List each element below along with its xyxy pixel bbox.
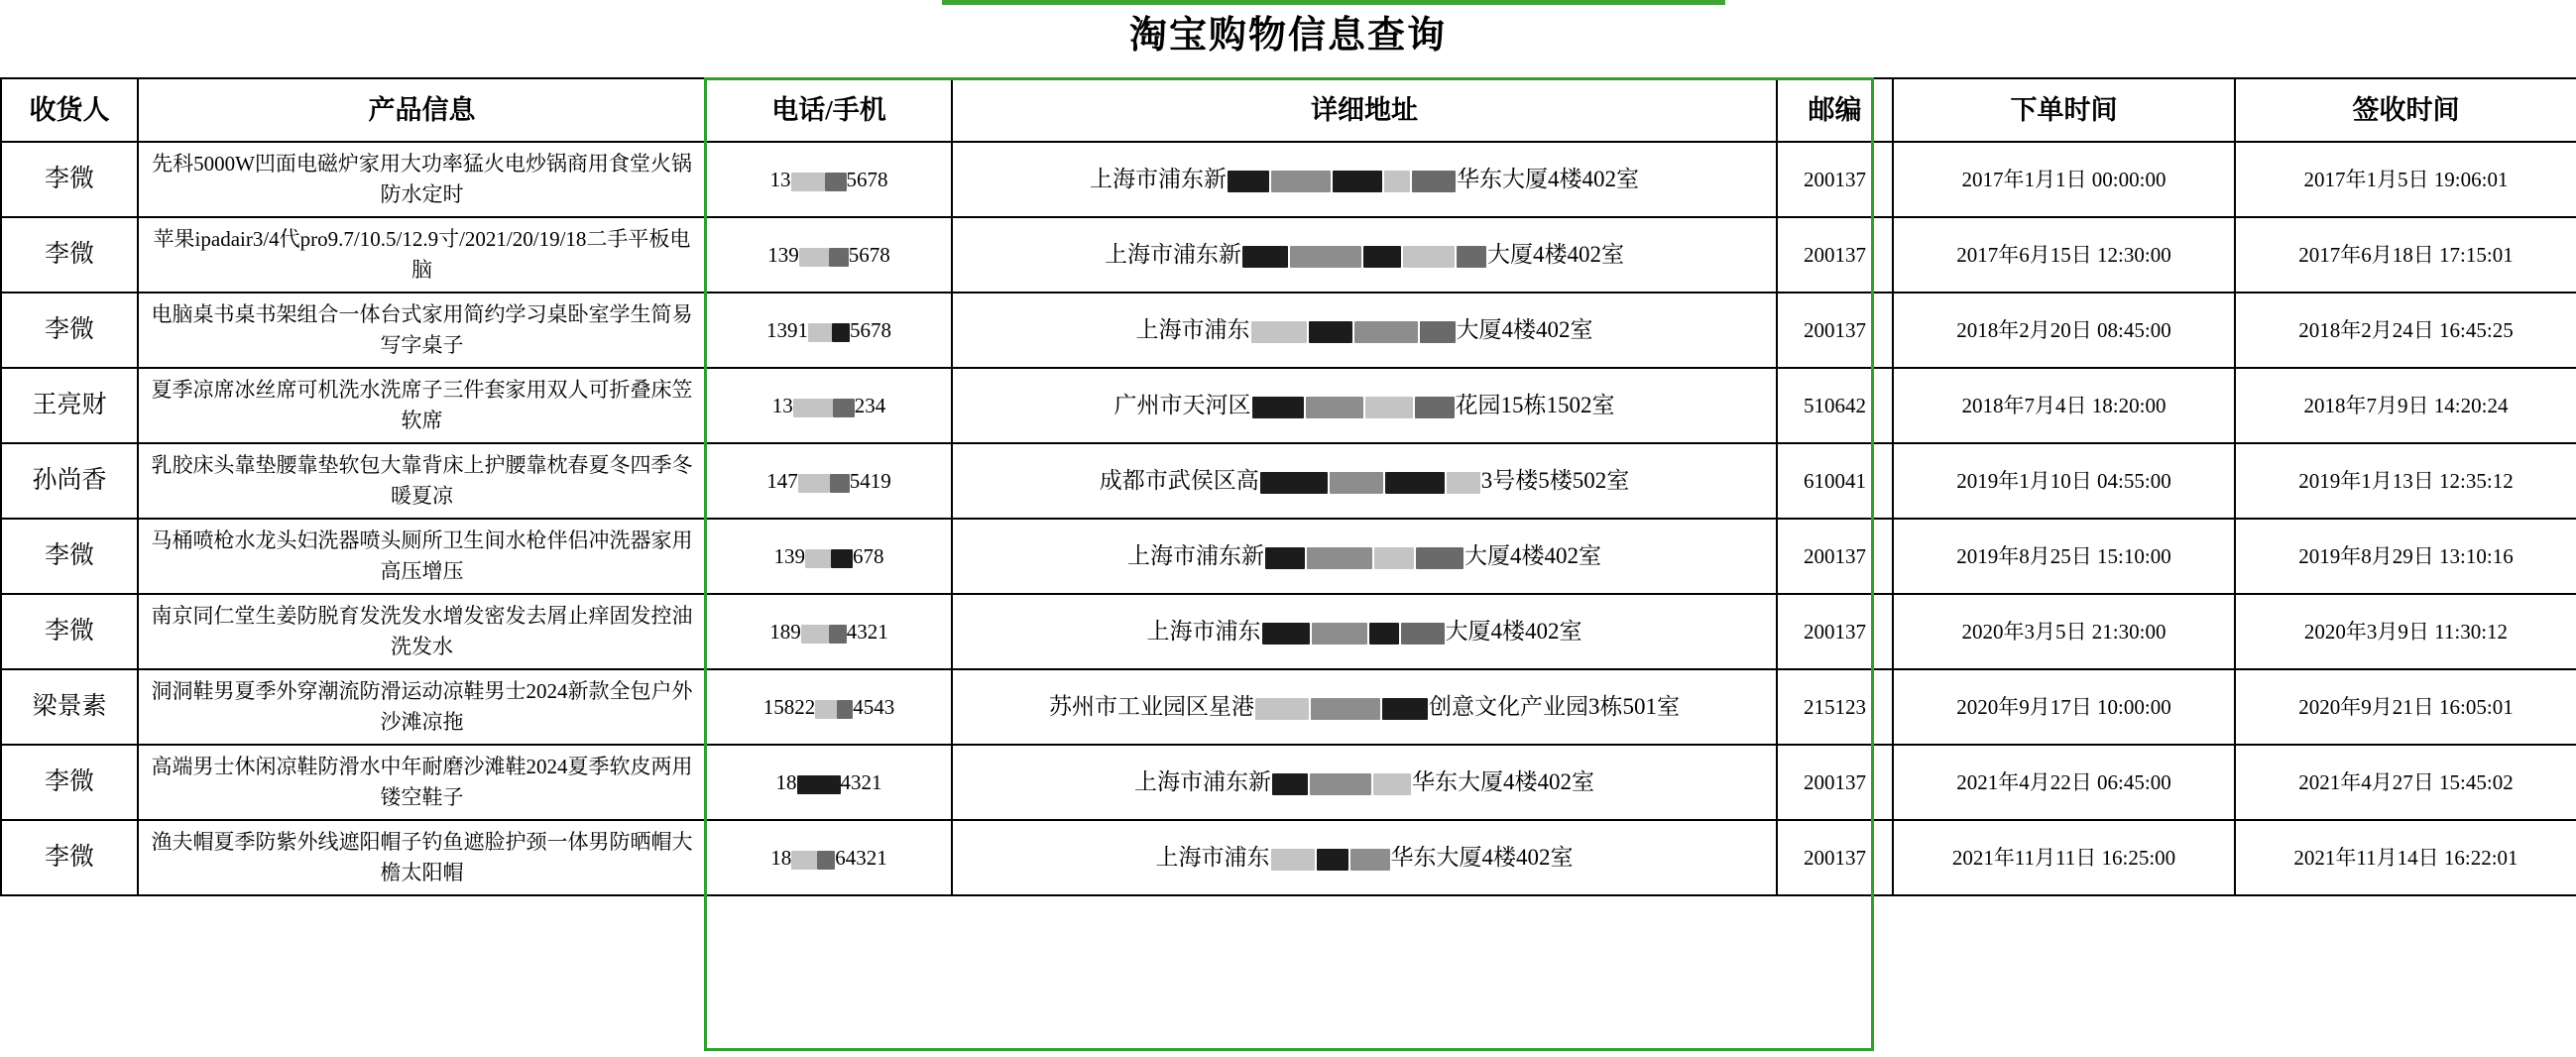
redaction-block: [1255, 698, 1309, 720]
column-header-zip: 邮编: [1777, 78, 1893, 142]
redaction-block: [1416, 547, 1464, 569]
address-suffix: 华东大厦4楼402室: [1457, 167, 1639, 191]
phone-masked: [767, 243, 890, 267]
cell-product: 南京同仁堂生姜防脱育发洗发水增发密发去屑止痒固发控油洗发水: [138, 594, 706, 669]
redaction-block: [1228, 171, 1269, 192]
redaction-block: [1290, 246, 1361, 268]
address-suffix: 3号楼5楼502室: [1480, 468, 1630, 493]
redaction-block: [1420, 321, 1456, 343]
phone-prefix: 1391: [766, 318, 808, 342]
table-row: [1, 217, 2576, 293]
cell-zip: 200137: [1777, 594, 1893, 669]
cell-zip: 200137: [1777, 745, 1893, 820]
phone-suffix: 5678: [848, 243, 890, 267]
cell-sign-time: 2019年8月29日 13:10:16: [2235, 519, 2576, 594]
cell-address: [952, 594, 1777, 669]
cell-zip: 200137: [1777, 217, 1893, 293]
cell-product: 渔夫帽夏季防紫外线遮阳帽子钓鱼遮脸护颈一体男防晒帽大檐太阳帽: [138, 820, 706, 895]
redaction-block: [1350, 849, 1390, 871]
cell-zip: 200137: [1777, 142, 1893, 217]
redaction-block: [1369, 623, 1399, 645]
cell-sign-time: 2021年11月14日 16:22:01: [2235, 820, 2576, 895]
cell-address: [952, 293, 1777, 368]
cell-product: 夏季凉席冰丝席可机洗水洗席子三件套家用双人可折叠床笠软席: [138, 368, 706, 443]
cell-sign-time: 2020年9月21日 16:05:01: [2235, 669, 2576, 745]
address-masked: [1136, 315, 1593, 345]
cell-recipient: 王亮财: [1, 368, 138, 443]
cell-order-time: 2018年7月4日 18:20:00: [1893, 368, 2235, 443]
phone-prefix: 18: [775, 770, 797, 794]
redaction-block: [832, 323, 850, 342]
cell-sign-time: 2021年4月27日 15:45:02: [2235, 745, 2576, 820]
address-prefix: 广州市天河区: [1113, 393, 1251, 417]
redaction-block: [815, 700, 837, 719]
phone-suffix: 4543: [853, 695, 895, 719]
phone-suffix: 64321: [835, 846, 887, 870]
cell-sign-time: 2019年1月13日 12:35:12: [2235, 443, 2576, 519]
table-row: [1, 293, 2576, 368]
phone-suffix: 5678: [846, 168, 888, 191]
purchase-info-table: [0, 77, 2576, 896]
cell-zip: 200137: [1777, 293, 1893, 368]
cell-phone: [706, 594, 952, 669]
redaction-block: [1271, 171, 1331, 192]
address-prefix: 上海市浦东新: [1134, 769, 1271, 794]
redaction-block: [1374, 547, 1414, 569]
cell-recipient: 李微: [1, 820, 138, 895]
redaction-block: [825, 173, 847, 191]
column-header-recipient: 收货人: [1, 78, 138, 142]
cell-phone: [706, 519, 952, 594]
cell-recipient: 梁景素: [1, 669, 138, 745]
address-masked: [1134, 767, 1594, 797]
address-suffix: 大厦4楼402室: [1456, 317, 1593, 342]
redaction-block: [1309, 321, 1352, 343]
redaction-block: [817, 851, 835, 870]
redaction-block: [797, 775, 841, 794]
address-suffix: 大厦4楼402室: [1487, 242, 1624, 267]
address-prefix: 上海市浦东新: [1127, 543, 1264, 568]
address-suffix: 大厦4楼402室: [1464, 543, 1601, 568]
phone-masked: [763, 695, 895, 719]
cell-address: [952, 745, 1777, 820]
address-masked: [1114, 391, 1615, 420]
redaction-block: [1317, 849, 1348, 871]
table-row: [1, 443, 2576, 519]
cell-zip: 200137: [1777, 820, 1893, 895]
cell-zip: 510642: [1777, 368, 1893, 443]
redaction-block: [1330, 472, 1383, 494]
redaction-block: [1363, 246, 1401, 268]
phone-suffix: 234: [854, 394, 886, 417]
table-row: [1, 368, 2576, 443]
phone-masked: [776, 770, 882, 794]
cell-order-time: 2019年8月25日 15:10:00: [1893, 519, 2235, 594]
phone-masked: [770, 168, 888, 191]
address-prefix: 上海市浦东: [1135, 317, 1250, 342]
redaction-block: [837, 700, 853, 719]
top-accent-bar: [942, 0, 1725, 5]
phone-prefix: 13: [771, 394, 793, 417]
redaction-block: [1333, 171, 1382, 192]
cell-address: [952, 217, 1777, 293]
column-header-product: 产品信息: [138, 78, 706, 142]
cell-product: 苹果ipadair3/4代pro9.7/10.5/12.9寸/2021/20/19/18二手平板电脑: [138, 217, 706, 293]
phone-masked: [766, 469, 891, 493]
cell-address: [952, 142, 1777, 217]
table-row: [1, 142, 2576, 217]
phone-masked: [769, 620, 888, 644]
cell-address: [952, 443, 1777, 519]
redaction-block: [833, 399, 855, 417]
table-row: [1, 745, 2576, 820]
address-masked: [1105, 240, 1624, 270]
address-suffix: 华东大厦4楼402室: [1390, 845, 1574, 870]
table-row: [1, 519, 2576, 594]
address-prefix: 苏州市工业园区星港: [1049, 694, 1254, 719]
phone-suffix: 678: [853, 544, 884, 568]
redaction-block: [791, 851, 817, 870]
phone-prefix: 139: [773, 544, 805, 568]
cell-zip: 610041: [1777, 443, 1893, 519]
redaction-block: [1262, 623, 1310, 645]
redaction-block: [1457, 246, 1486, 268]
column-header-sign-time: 签收时间: [2235, 78, 2576, 142]
address-prefix: 上海市浦东: [1155, 845, 1270, 870]
address-masked: [1147, 617, 1582, 646]
redaction-block: [1382, 698, 1428, 720]
redaction-block: [805, 549, 831, 568]
phone-prefix: 18: [770, 846, 792, 870]
redaction-block: [1384, 171, 1410, 192]
cell-order-time: 2018年2月20日 08:45:00: [1893, 293, 2235, 368]
cell-address: [952, 519, 1777, 594]
cell-phone: [706, 142, 952, 217]
cell-zip: 215123: [1777, 669, 1893, 745]
redaction-block: [801, 625, 829, 644]
cell-address: [952, 368, 1777, 443]
address-masked: [1100, 466, 1630, 496]
address-masked: [1156, 843, 1574, 873]
redaction-block: [1272, 773, 1308, 795]
cell-order-time: 2019年1月10日 04:55:00: [1893, 443, 2235, 519]
redaction-block: [1265, 547, 1305, 569]
redaction-block: [1251, 321, 1307, 343]
redaction-block: [808, 323, 832, 342]
cell-zip: 200137: [1777, 519, 1893, 594]
column-header-order-time: 下单时间: [1893, 78, 2235, 142]
cell-recipient: 李微: [1, 293, 138, 368]
address-prefix: 成都市武侯区高: [1099, 468, 1259, 493]
redaction-block: [1373, 773, 1411, 795]
cell-phone: [706, 368, 952, 443]
phone-prefix: 15822: [762, 695, 816, 719]
redaction-block: [1365, 397, 1413, 418]
cell-phone: [706, 217, 952, 293]
cell-phone: [706, 443, 952, 519]
redaction-block: [1312, 623, 1367, 645]
address-suffix: 大厦4楼402室: [1445, 619, 1582, 644]
address-prefix: 上海市浦东新: [1090, 167, 1227, 191]
redaction-block: [1354, 321, 1418, 343]
redaction-block: [829, 625, 847, 644]
phone-masked: [766, 318, 891, 342]
cell-recipient: 李微: [1, 142, 138, 217]
table-row: [1, 820, 2576, 895]
cell-recipient: 李微: [1, 745, 138, 820]
cell-product: 乳胶床头靠垫腰靠垫软包大靠背床上护腰靠枕春夏冬四季冬暖夏凉: [138, 443, 706, 519]
address-suffix: 花园15栋1502室: [1455, 393, 1615, 417]
redaction-block: [1260, 472, 1328, 494]
cell-product: 电脑桌书桌书架组合一体台式家用简约学习桌卧室学生简易写字桌子: [138, 293, 706, 368]
cell-phone: [706, 293, 952, 368]
page-title: 淘宝购物信息查询: [1128, 15, 1447, 57]
address-prefix: 上海市浦东: [1146, 619, 1261, 644]
cell-phone: [706, 669, 952, 745]
phone-prefix: 147: [766, 469, 798, 493]
address-masked: [1090, 165, 1639, 194]
redaction-block: [798, 474, 830, 493]
redaction-block: [1242, 246, 1288, 268]
redaction-block: [1252, 397, 1304, 418]
phone-masked: [772, 394, 886, 417]
cell-sign-time: 2017年6月18日 17:15:01: [2235, 217, 2576, 293]
redaction-block: [1306, 397, 1363, 418]
cell-phone: [706, 745, 952, 820]
cell-address: [952, 669, 1777, 745]
redaction-block: [1447, 472, 1480, 494]
redaction-block: [831, 549, 853, 568]
phone-suffix: 4321: [840, 770, 882, 794]
address-prefix: 上海市浦东新: [1105, 242, 1241, 267]
phone-prefix: 139: [767, 243, 799, 267]
phone-masked: [774, 544, 884, 568]
redaction-block: [1412, 171, 1456, 192]
cell-recipient: 李微: [1, 594, 138, 669]
phone-prefix: 189: [769, 620, 801, 644]
cell-phone: [706, 820, 952, 895]
cell-order-time: 2021年4月22日 06:45:00: [1893, 745, 2235, 820]
redaction-block: [1310, 773, 1371, 795]
cell-order-time: 2020年3月5日 21:30:00: [1893, 594, 2235, 669]
cell-product: 洞洞鞋男夏季外穿潮流防滑运动凉鞋男士2024新款全包户外沙滩凉拖: [138, 669, 706, 745]
cell-address: [952, 820, 1777, 895]
redaction-block: [1311, 698, 1380, 720]
cell-order-time: 2020年9月17日 10:00:00: [1893, 669, 2235, 745]
redaction-block: [793, 399, 833, 417]
cell-sign-time: 2020年3月9日 11:30:12: [2235, 594, 2576, 669]
cell-order-time: 2021年11月11日 16:25:00: [1893, 820, 2235, 895]
cell-recipient: 孙尚香: [1, 443, 138, 519]
cell-order-time: 2017年6月15日 12:30:00: [1893, 217, 2235, 293]
redaction-block: [1385, 472, 1445, 494]
cell-recipient: 李微: [1, 217, 138, 293]
redaction-block: [1271, 849, 1315, 871]
redaction-block: [799, 248, 829, 267]
cell-product: 先科5000W凹面电磁炉家用大功率猛火电炒锅商用食堂火锅防水定时: [138, 142, 706, 217]
redaction-block: [1401, 623, 1445, 645]
address-suffix: 华东大厦4楼402室: [1412, 769, 1594, 794]
column-header-phone: 电话/手机: [706, 78, 952, 142]
redaction-block: [1415, 397, 1455, 418]
address-masked: [1049, 692, 1680, 722]
table-row: [1, 669, 2576, 745]
phone-suffix: 5678: [850, 318, 891, 342]
table-header-row: [1, 78, 2576, 142]
cell-product: 马桶喷枪水龙头妇洗器喷头厕所卫生间水枪伴侣冲洗器家用高压增压: [138, 519, 706, 594]
address-suffix: 创意文化产业园3栋501室: [1429, 694, 1680, 719]
cell-sign-time: 2018年2月24日 16:45:25: [2235, 293, 2576, 368]
column-header-address: 详细地址: [952, 78, 1777, 142]
phone-suffix: 4321: [846, 620, 888, 644]
address-masked: [1127, 541, 1601, 571]
redaction-block: [1307, 547, 1372, 569]
table-row: [1, 594, 2576, 669]
phone-suffix: 5419: [849, 469, 891, 493]
redaction-block: [830, 474, 850, 493]
cell-sign-time: 2018年7月9日 14:20:24: [2235, 368, 2576, 443]
cell-recipient: 李微: [1, 519, 138, 594]
phone-prefix: 13: [769, 168, 791, 191]
redaction-block: [1403, 246, 1455, 268]
cell-order-time: 2017年1月1日 00:00:00: [1893, 142, 2235, 217]
redaction-block: [829, 248, 849, 267]
redaction-block: [791, 173, 825, 191]
cell-sign-time: 2017年1月5日 19:06:01: [2235, 142, 2576, 217]
cell-product: 高端男士休闲凉鞋防滑水中年耐磨沙滩鞋2024夏季软皮两用镂空鞋子: [138, 745, 706, 820]
phone-masked: [770, 846, 887, 870]
